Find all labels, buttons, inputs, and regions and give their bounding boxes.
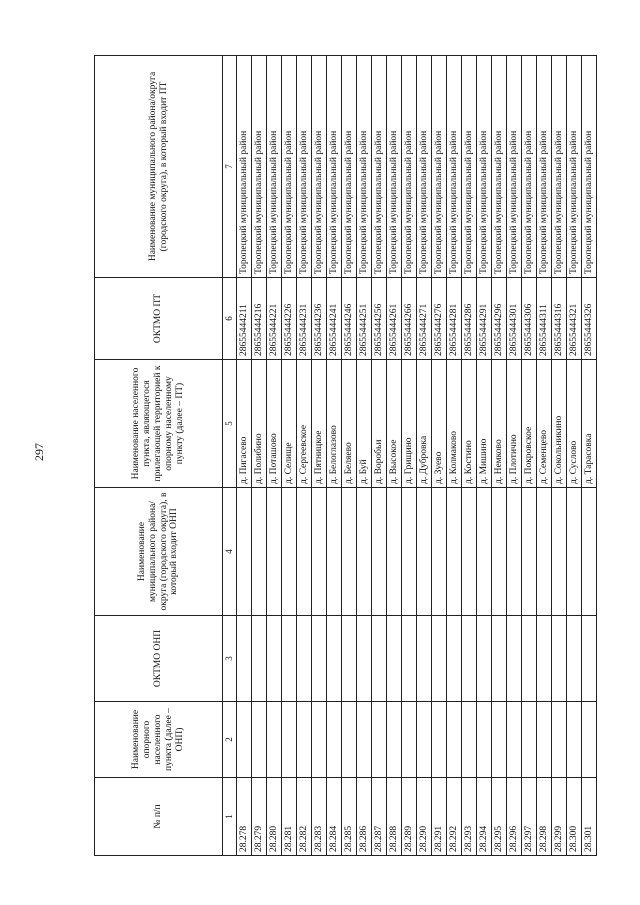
onp-district-cell — [492, 488, 507, 616]
pt-district-cell: Торопецкий муниципальный район — [417, 56, 432, 278]
table-row — [582, 56, 597, 856]
pt-oktmo-cell: 28655444221 — [267, 278, 282, 360]
onp-district-cell — [237, 488, 252, 616]
header-cell-onp-oktmo: ОКТМО ОНП — [95, 616, 223, 702]
onp-oktmo-cell — [492, 616, 507, 702]
pt-name-cell: д. Покровское — [522, 360, 537, 488]
onp-name-cell — [342, 702, 357, 778]
onp-name-cell — [327, 702, 342, 778]
pt-name-cell: д. Мишино — [477, 360, 492, 488]
onp-district-cell — [252, 488, 267, 616]
onp-district-cell — [462, 488, 477, 616]
row-number-cell: 28.278 — [237, 778, 252, 856]
pt-district-cell: Торопецкий муниципальный район — [357, 56, 372, 278]
column-number: 3 — [223, 616, 237, 702]
column-number-row — [223, 56, 237, 856]
pt-oktmo-cell: 28655444251 — [357, 278, 372, 360]
pt-name-cell: д. Плотично — [507, 360, 522, 488]
onp-name-cell — [252, 702, 267, 778]
pt-name-cell: д. Поташово — [267, 360, 282, 488]
pt-district-cell: Торопецкий муниципальный район — [552, 56, 567, 278]
row-number-cell: 28.292 — [447, 778, 462, 856]
table-row — [297, 56, 312, 856]
pt-district-cell: Торопецкий муниципальный район — [312, 56, 327, 278]
pt-district-cell: Торопецкий муниципальный район — [432, 56, 447, 278]
pt-district-cell: Торопецкий муниципальный район — [492, 56, 507, 278]
onp-district-cell — [267, 488, 282, 616]
onp-district-cell — [282, 488, 297, 616]
onp-district-cell — [552, 488, 567, 616]
header-cell-pt-name: Наименование населенного пункта, являющегося прилегающей территорией к опорному населенному пункту (далее – ПТ) — [95, 360, 223, 488]
onp-district-cell — [432, 488, 447, 616]
row-number-cell: 28.294 — [477, 778, 492, 856]
onp-name-cell — [417, 702, 432, 778]
pt-name-cell: д. Высокое — [387, 360, 402, 488]
onp-district-cell — [447, 488, 462, 616]
pt-district-cell: Торопецкий муниципальный район — [282, 56, 297, 278]
table-row — [267, 56, 282, 856]
table-row — [507, 56, 522, 856]
row-number-cell: 28.281 — [282, 778, 297, 856]
pt-district-cell: Торопецкий муниципальный район — [507, 56, 522, 278]
data-table — [94, 55, 597, 856]
pt-oktmo-cell: 28655444291 — [477, 278, 492, 360]
table-row — [492, 56, 507, 856]
header-row — [95, 56, 223, 856]
pt-oktmo-cell: 28655444311 — [537, 278, 552, 360]
row-number-cell: 28.287 — [372, 778, 387, 856]
row-number-cell: 28.295 — [492, 778, 507, 856]
onp-district-cell — [417, 488, 432, 616]
onp-oktmo-cell — [447, 616, 462, 702]
pt-oktmo-cell: 28655444286 — [462, 278, 477, 360]
onp-oktmo-cell — [522, 616, 537, 702]
table-row — [282, 56, 297, 856]
onp-district-cell — [342, 488, 357, 616]
onp-name-cell — [582, 702, 597, 778]
pt-oktmo-cell: 28655444256 — [372, 278, 387, 360]
onp-oktmo-cell — [327, 616, 342, 702]
onp-name-cell — [387, 702, 402, 778]
onp-district-cell — [582, 488, 597, 616]
onp-district-cell — [372, 488, 387, 616]
table-row — [537, 56, 552, 856]
table-row — [462, 56, 477, 856]
row-number-cell: 28.293 — [462, 778, 477, 856]
pt-oktmo-cell: 28655444306 — [522, 278, 537, 360]
table-body — [237, 56, 597, 856]
onp-district-cell — [387, 488, 402, 616]
onp-district-cell — [327, 488, 342, 616]
pt-district-cell: Торопецкий муниципальный район — [567, 56, 582, 278]
table-row — [252, 56, 267, 856]
rotated-table-container — [94, 56, 594, 856]
onp-oktmo-cell — [312, 616, 327, 702]
onp-oktmo-cell — [537, 616, 552, 702]
header-cell-onp-district: Наименование муниципального района/округа (городского округа), в который входит ОНП — [95, 488, 223, 616]
pt-oktmo-cell: 28655444326 — [582, 278, 597, 360]
table-row — [522, 56, 537, 856]
pt-district-cell: Торопецкий муниципальный район — [447, 56, 462, 278]
row-number-cell: 28.297 — [522, 778, 537, 856]
page-number: 297 — [32, 443, 46, 461]
pt-district-cell: Торопецкий муниципальный район — [267, 56, 282, 278]
row-number-cell: 28.289 — [402, 778, 417, 856]
header-cell-pt-district: Наименование муниципального района/округа (городского округа), в который входит ПТ — [95, 56, 223, 278]
onp-name-cell — [237, 702, 252, 778]
row-number-cell: 28.299 — [552, 778, 567, 856]
pt-oktmo-cell: 28655444281 — [447, 278, 462, 360]
onp-district-cell — [522, 488, 537, 616]
table-row — [552, 56, 567, 856]
onp-oktmo-cell — [462, 616, 477, 702]
pt-oktmo-cell: 28655444296 — [492, 278, 507, 360]
pt-name-cell: д. Семенцево — [537, 360, 552, 488]
header-cell-onp-name: Наименование опорного населенного пункта (далее – ОНП) — [95, 702, 223, 778]
onp-oktmo-cell — [237, 616, 252, 702]
row-number-cell: 28.290 — [417, 778, 432, 856]
pt-oktmo-cell: 28655444321 — [567, 278, 582, 360]
pt-name-cell: д. Пигасево — [237, 360, 252, 488]
pt-name-cell: д. Пятницкое — [312, 360, 327, 488]
onp-name-cell — [492, 702, 507, 778]
onp-oktmo-cell — [582, 616, 597, 702]
onp-name-cell — [477, 702, 492, 778]
onp-oktmo-cell — [297, 616, 312, 702]
column-number: 2 — [223, 702, 237, 778]
onp-name-cell — [552, 702, 567, 778]
pt-name-cell: д. Белоглазово — [327, 360, 342, 488]
pt-name-cell: д. Сокольникино — [552, 360, 567, 488]
pt-name-cell: д. Воробьи — [372, 360, 387, 488]
onp-district-cell — [402, 488, 417, 616]
onp-oktmo-cell — [402, 616, 417, 702]
onp-district-cell — [357, 488, 372, 616]
onp-name-cell — [282, 702, 297, 778]
pt-oktmo-cell: 28655444276 — [432, 278, 447, 360]
row-number-cell: 28.286 — [357, 778, 372, 856]
onp-name-cell — [537, 702, 552, 778]
header-cell-number: № п/п — [95, 778, 223, 856]
pt-oktmo-cell: 28655444246 — [342, 278, 357, 360]
pt-name-cell: д. Колмаково — [447, 360, 462, 488]
row-number-cell: 28.298 — [537, 778, 552, 856]
onp-oktmo-cell — [357, 616, 372, 702]
onp-oktmo-cell — [267, 616, 282, 702]
onp-name-cell — [522, 702, 537, 778]
onp-oktmo-cell — [507, 616, 522, 702]
row-number-cell: 28.285 — [342, 778, 357, 856]
pt-oktmo-cell: 28655444271 — [417, 278, 432, 360]
onp-oktmo-cell — [282, 616, 297, 702]
pt-district-cell: Торопецкий муниципальный район — [477, 56, 492, 278]
pt-district-cell: Торопецкий муниципальный район — [297, 56, 312, 278]
onp-name-cell — [312, 702, 327, 778]
pt-name-cell: д. Полибино — [252, 360, 267, 488]
pt-name-cell: д. Костино — [462, 360, 477, 488]
pt-district-cell: Торопецкий муниципальный район — [402, 56, 417, 278]
pt-oktmo-cell: 28655444216 — [252, 278, 267, 360]
row-number-cell: 28.296 — [507, 778, 522, 856]
onp-oktmo-cell — [477, 616, 492, 702]
onp-oktmo-cell — [552, 616, 567, 702]
onp-name-cell — [432, 702, 447, 778]
onp-oktmo-cell — [387, 616, 402, 702]
pt-name-cell: д. Селище — [282, 360, 297, 488]
table-row — [567, 56, 582, 856]
pt-name-cell: д. Сергеевское — [297, 360, 312, 488]
onp-name-cell — [462, 702, 477, 778]
onp-district-cell — [297, 488, 312, 616]
onp-name-cell — [507, 702, 522, 778]
onp-district-cell — [567, 488, 582, 616]
header-cell-pt-oktmo: ОКТМО ПТ — [95, 278, 223, 360]
onp-oktmo-cell — [417, 616, 432, 702]
onp-name-cell — [567, 702, 582, 778]
pt-oktmo-cell: 28655444261 — [387, 278, 402, 360]
pt-name-cell: д. Суслово — [567, 360, 582, 488]
pt-district-cell: Торопецкий муниципальный район — [342, 56, 357, 278]
onp-name-cell — [372, 702, 387, 778]
pt-name-cell: д. Тарасовка — [582, 360, 597, 488]
pt-oktmo-cell: 28655444266 — [402, 278, 417, 360]
pt-oktmo-cell: 28655444301 — [507, 278, 522, 360]
row-number-cell: 28.288 — [387, 778, 402, 856]
pt-district-cell: Торопецкий муниципальный район — [462, 56, 477, 278]
pt-name-cell: д. Буй — [357, 360, 372, 488]
row-number-cell: 28.300 — [567, 778, 582, 856]
pt-district-cell: Торопецкий муниципальный район — [387, 56, 402, 278]
onp-name-cell — [402, 702, 417, 778]
onp-district-cell — [477, 488, 492, 616]
pt-name-cell: д. Грищино — [402, 360, 417, 488]
row-number-cell: 28.301 — [582, 778, 597, 856]
onp-oktmo-cell — [252, 616, 267, 702]
table-row — [372, 56, 387, 856]
table-row — [417, 56, 432, 856]
column-number: 7 — [223, 56, 237, 278]
onp-oktmo-cell — [432, 616, 447, 702]
pt-district-cell: Торопецкий муниципальный район — [537, 56, 552, 278]
table-row — [402, 56, 417, 856]
pt-district-cell: Торопецкий муниципальный район — [327, 56, 342, 278]
pt-name-cell: д. Немково — [492, 360, 507, 488]
pt-oktmo-cell: 28655444241 — [327, 278, 342, 360]
table-area — [94, 56, 594, 856]
table-row — [432, 56, 447, 856]
pt-name-cell: д. Беляево — [342, 360, 357, 488]
onp-oktmo-cell — [567, 616, 582, 702]
onp-name-cell — [267, 702, 282, 778]
onp-district-cell — [507, 488, 522, 616]
pt-district-cell: Торопецкий муниципальный район — [252, 56, 267, 278]
pt-district-cell: Торопецкий муниципальный район — [582, 56, 597, 278]
row-number-cell: 28.279 — [252, 778, 267, 856]
row-number-cell: 28.284 — [327, 778, 342, 856]
pt-oktmo-cell: 28655444226 — [282, 278, 297, 360]
pt-district-cell: Торопецкий муниципальный район — [237, 56, 252, 278]
table-row — [342, 56, 357, 856]
onp-district-cell — [537, 488, 552, 616]
table-row — [327, 56, 342, 856]
pt-oktmo-cell: 28655444236 — [312, 278, 327, 360]
row-number-cell: 28.283 — [312, 778, 327, 856]
column-number: 6 — [223, 278, 237, 360]
table-row — [312, 56, 327, 856]
row-number-cell: 28.291 — [432, 778, 447, 856]
pt-oktmo-cell: 28655444316 — [552, 278, 567, 360]
column-number: 1 — [223, 778, 237, 856]
pt-name-cell: д. Зуево — [432, 360, 447, 488]
onp-oktmo-cell — [372, 616, 387, 702]
onp-name-cell — [297, 702, 312, 778]
table-row — [357, 56, 372, 856]
table-row — [237, 56, 252, 856]
row-number-cell: 28.280 — [267, 778, 282, 856]
onp-name-cell — [447, 702, 462, 778]
table-row — [477, 56, 492, 856]
pt-district-cell: Торопецкий муниципальный район — [522, 56, 537, 278]
row-number-cell: 28.282 — [297, 778, 312, 856]
column-number: 5 — [223, 360, 237, 488]
column-number: 4 — [223, 488, 237, 616]
pt-oktmo-cell: 28655444211 — [237, 278, 252, 360]
table-row — [447, 56, 462, 856]
table-row — [387, 56, 402, 856]
pt-district-cell: Торопецкий муниципальный район — [372, 56, 387, 278]
onp-name-cell — [357, 702, 372, 778]
onp-oktmo-cell — [342, 616, 357, 702]
pt-oktmo-cell: 28655444231 — [297, 278, 312, 360]
pt-name-cell: д. Дубровка — [417, 360, 432, 488]
onp-district-cell — [312, 488, 327, 616]
